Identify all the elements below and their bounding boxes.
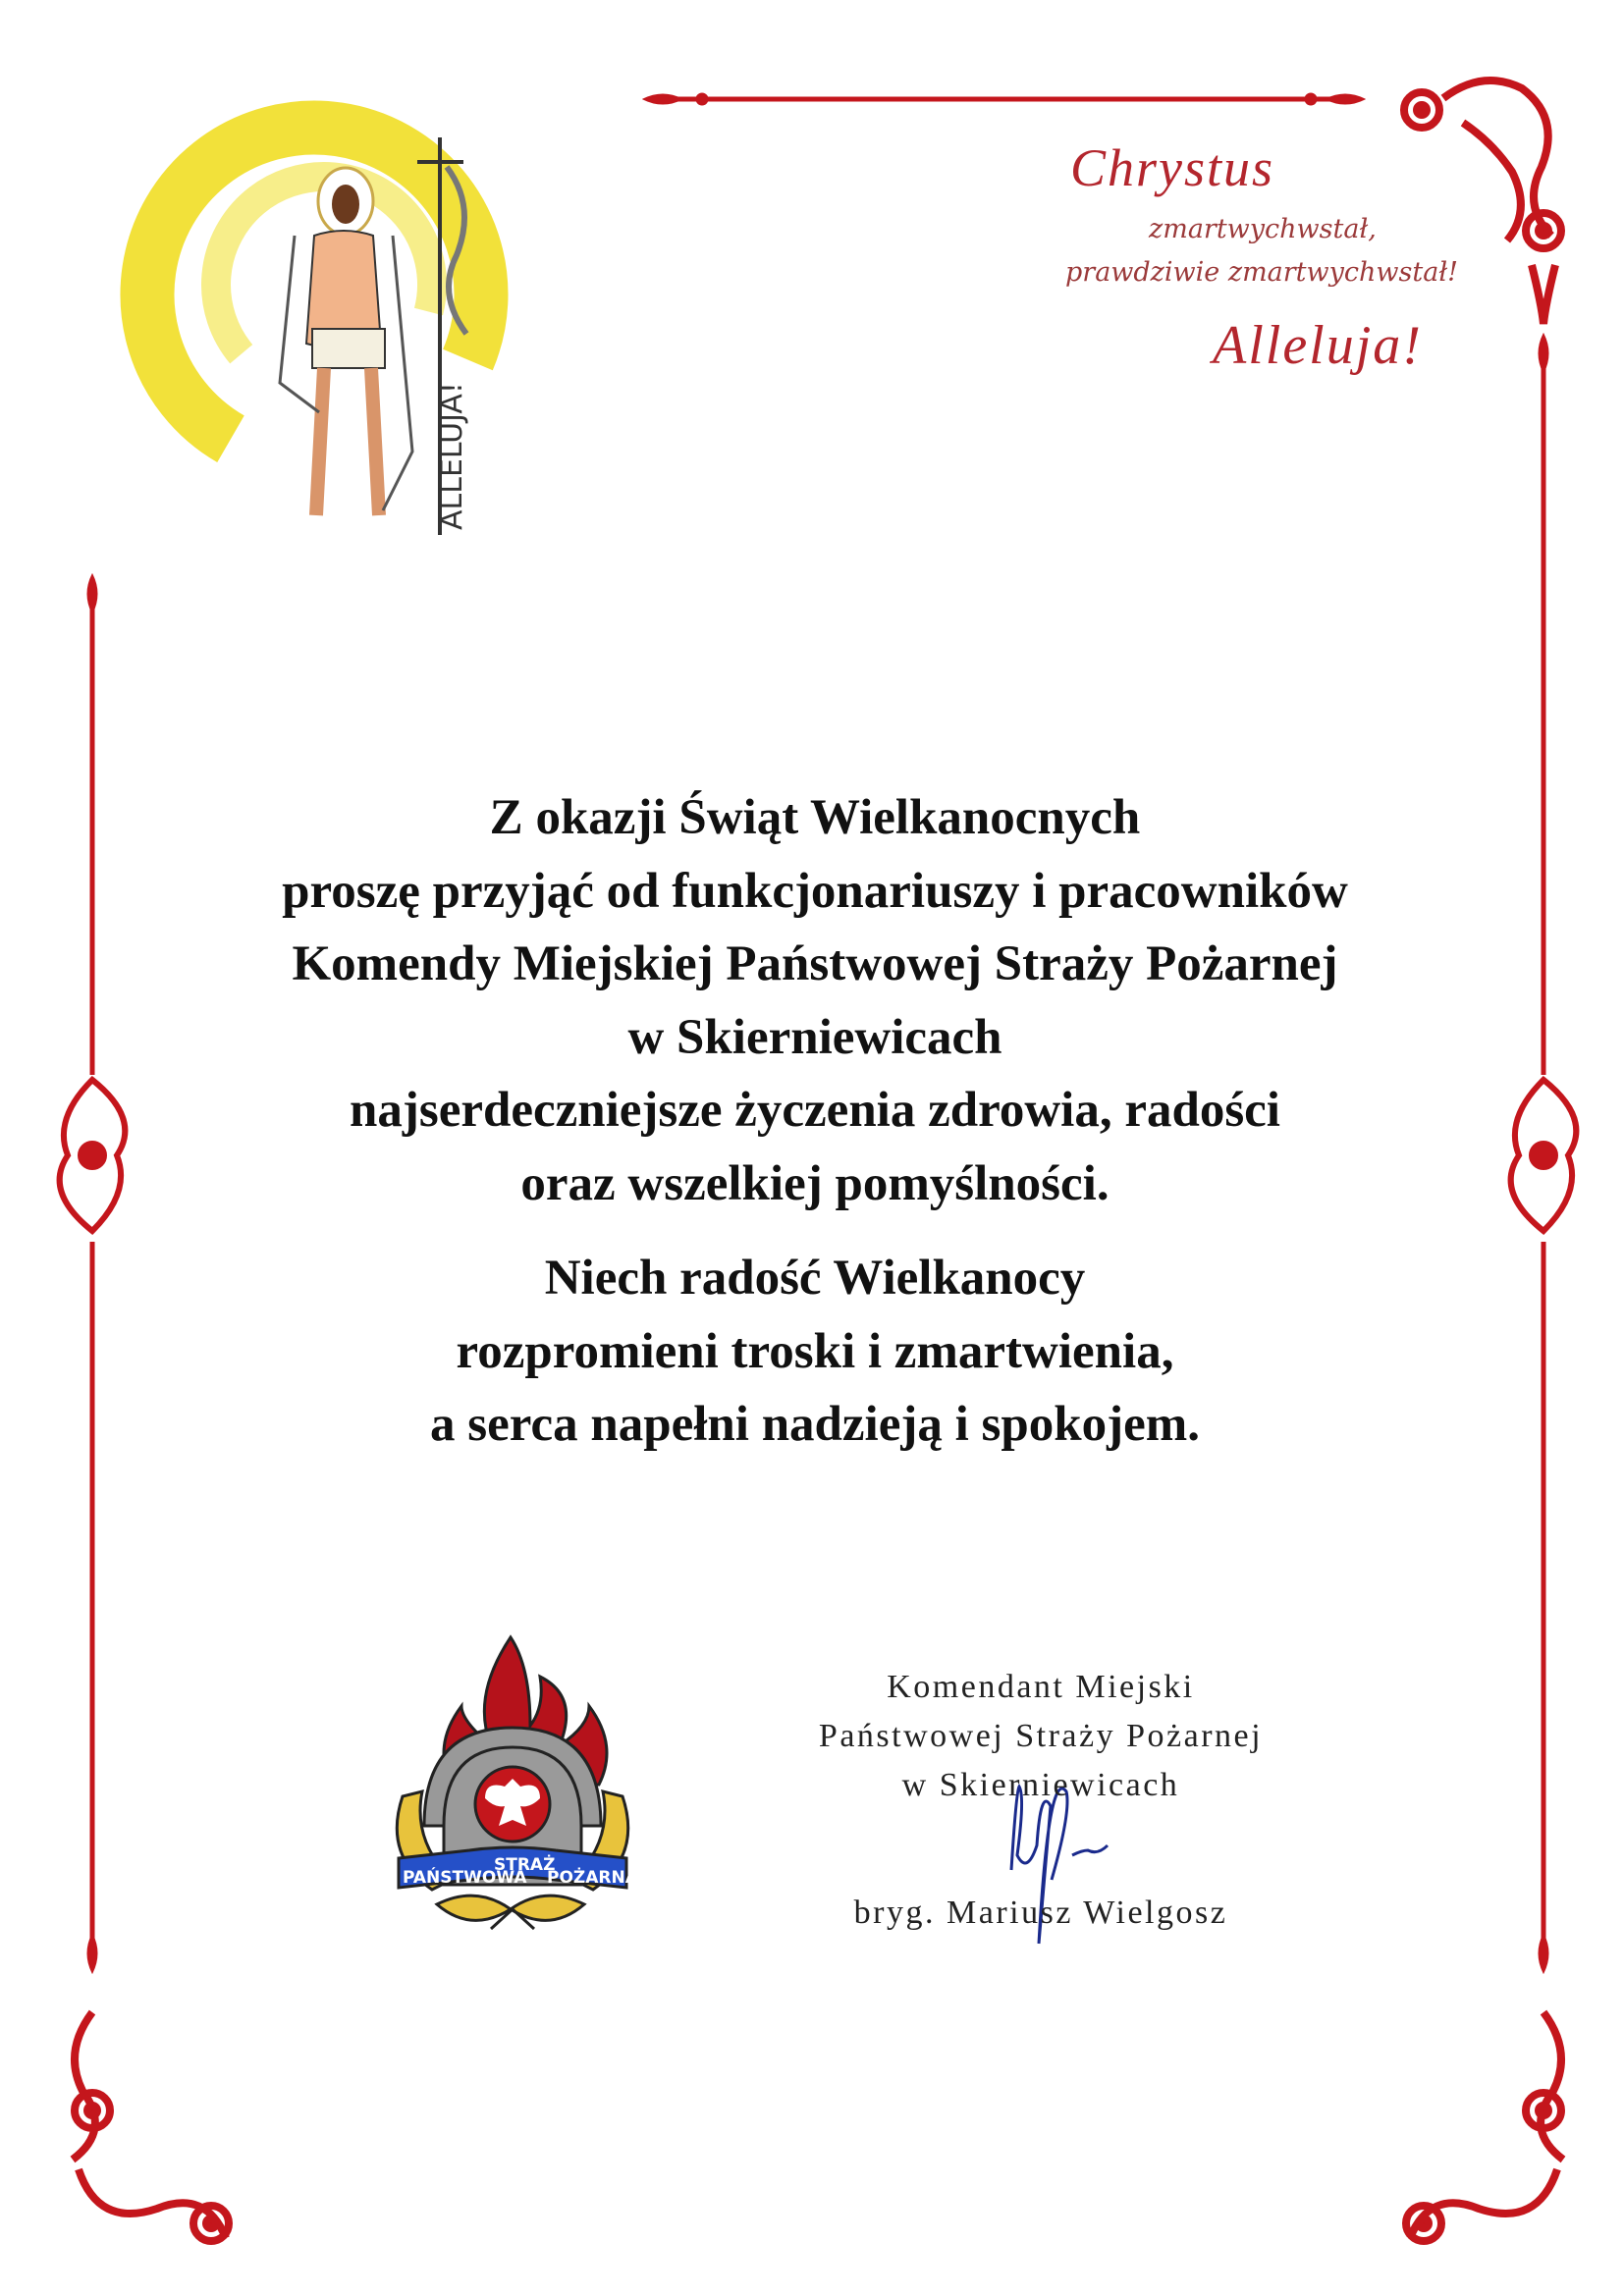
resurrection-illustration <box>86 67 542 535</box>
signatory-title: Komendant Miejski <box>887 1669 1195 1705</box>
message-line: a serca napełni nadzieją i spokojem. <box>430 1397 1200 1452</box>
message-line: Z okazji Świąt Wielkanocnych <box>489 790 1141 845</box>
message-line: Komendy Miejskiej Państwowej Straży Pożarnej <box>292 936 1338 991</box>
corner-ornament-bottom-left <box>73 2012 229 2241</box>
signatory-title: w Skierniewicach <box>901 1767 1180 1803</box>
alleluja-caption: ALLELUJA! <box>435 382 469 530</box>
fire-service-logo <box>397 1637 638 1929</box>
greeting-line: Chrystus <box>1070 138 1275 197</box>
message-line: w Skierniewicach <box>627 1009 1002 1065</box>
signatory-title: Państwowej Straży Pożarnej <box>818 1718 1264 1754</box>
message-line: oraz wszelkiej pomyślności. <box>520 1155 1110 1211</box>
message-line: proszę przyjąć od funkcjonariuszy i pracowników <box>282 863 1348 919</box>
mid-ornament-left <box>60 1080 126 1231</box>
greeting-line: Alleluja! <box>1213 315 1423 376</box>
corner-ornament-bottom-right <box>1406 2012 1563 2241</box>
svg-text:PAŃSTWOWA: PAŃSTWOWA <box>403 1868 527 1888</box>
svg-text:STRAŻ: STRAŻ <box>494 1855 556 1875</box>
greeting-line: prawdziwie zmartwychwstał! <box>1065 257 1458 288</box>
signature-block <box>746 1663 1335 1938</box>
wishes-message <box>147 781 1483 1462</box>
message-line: rozpromieni troski i zmartwienia, <box>456 1323 1174 1379</box>
mid-ornament-right <box>1511 1080 1577 1231</box>
svg-text:POŻARNA: POŻARNA <box>547 1868 638 1888</box>
message-line: Niech radość Wielkanocy <box>544 1251 1086 1306</box>
message-line: najserdeczniejsze życzenia zdrowia, radości <box>350 1083 1280 1138</box>
signatory-name: bryg. Mariusz Wielgosz <box>853 1895 1228 1931</box>
greeting-line: zmartwychwstał, <box>1149 214 1377 244</box>
